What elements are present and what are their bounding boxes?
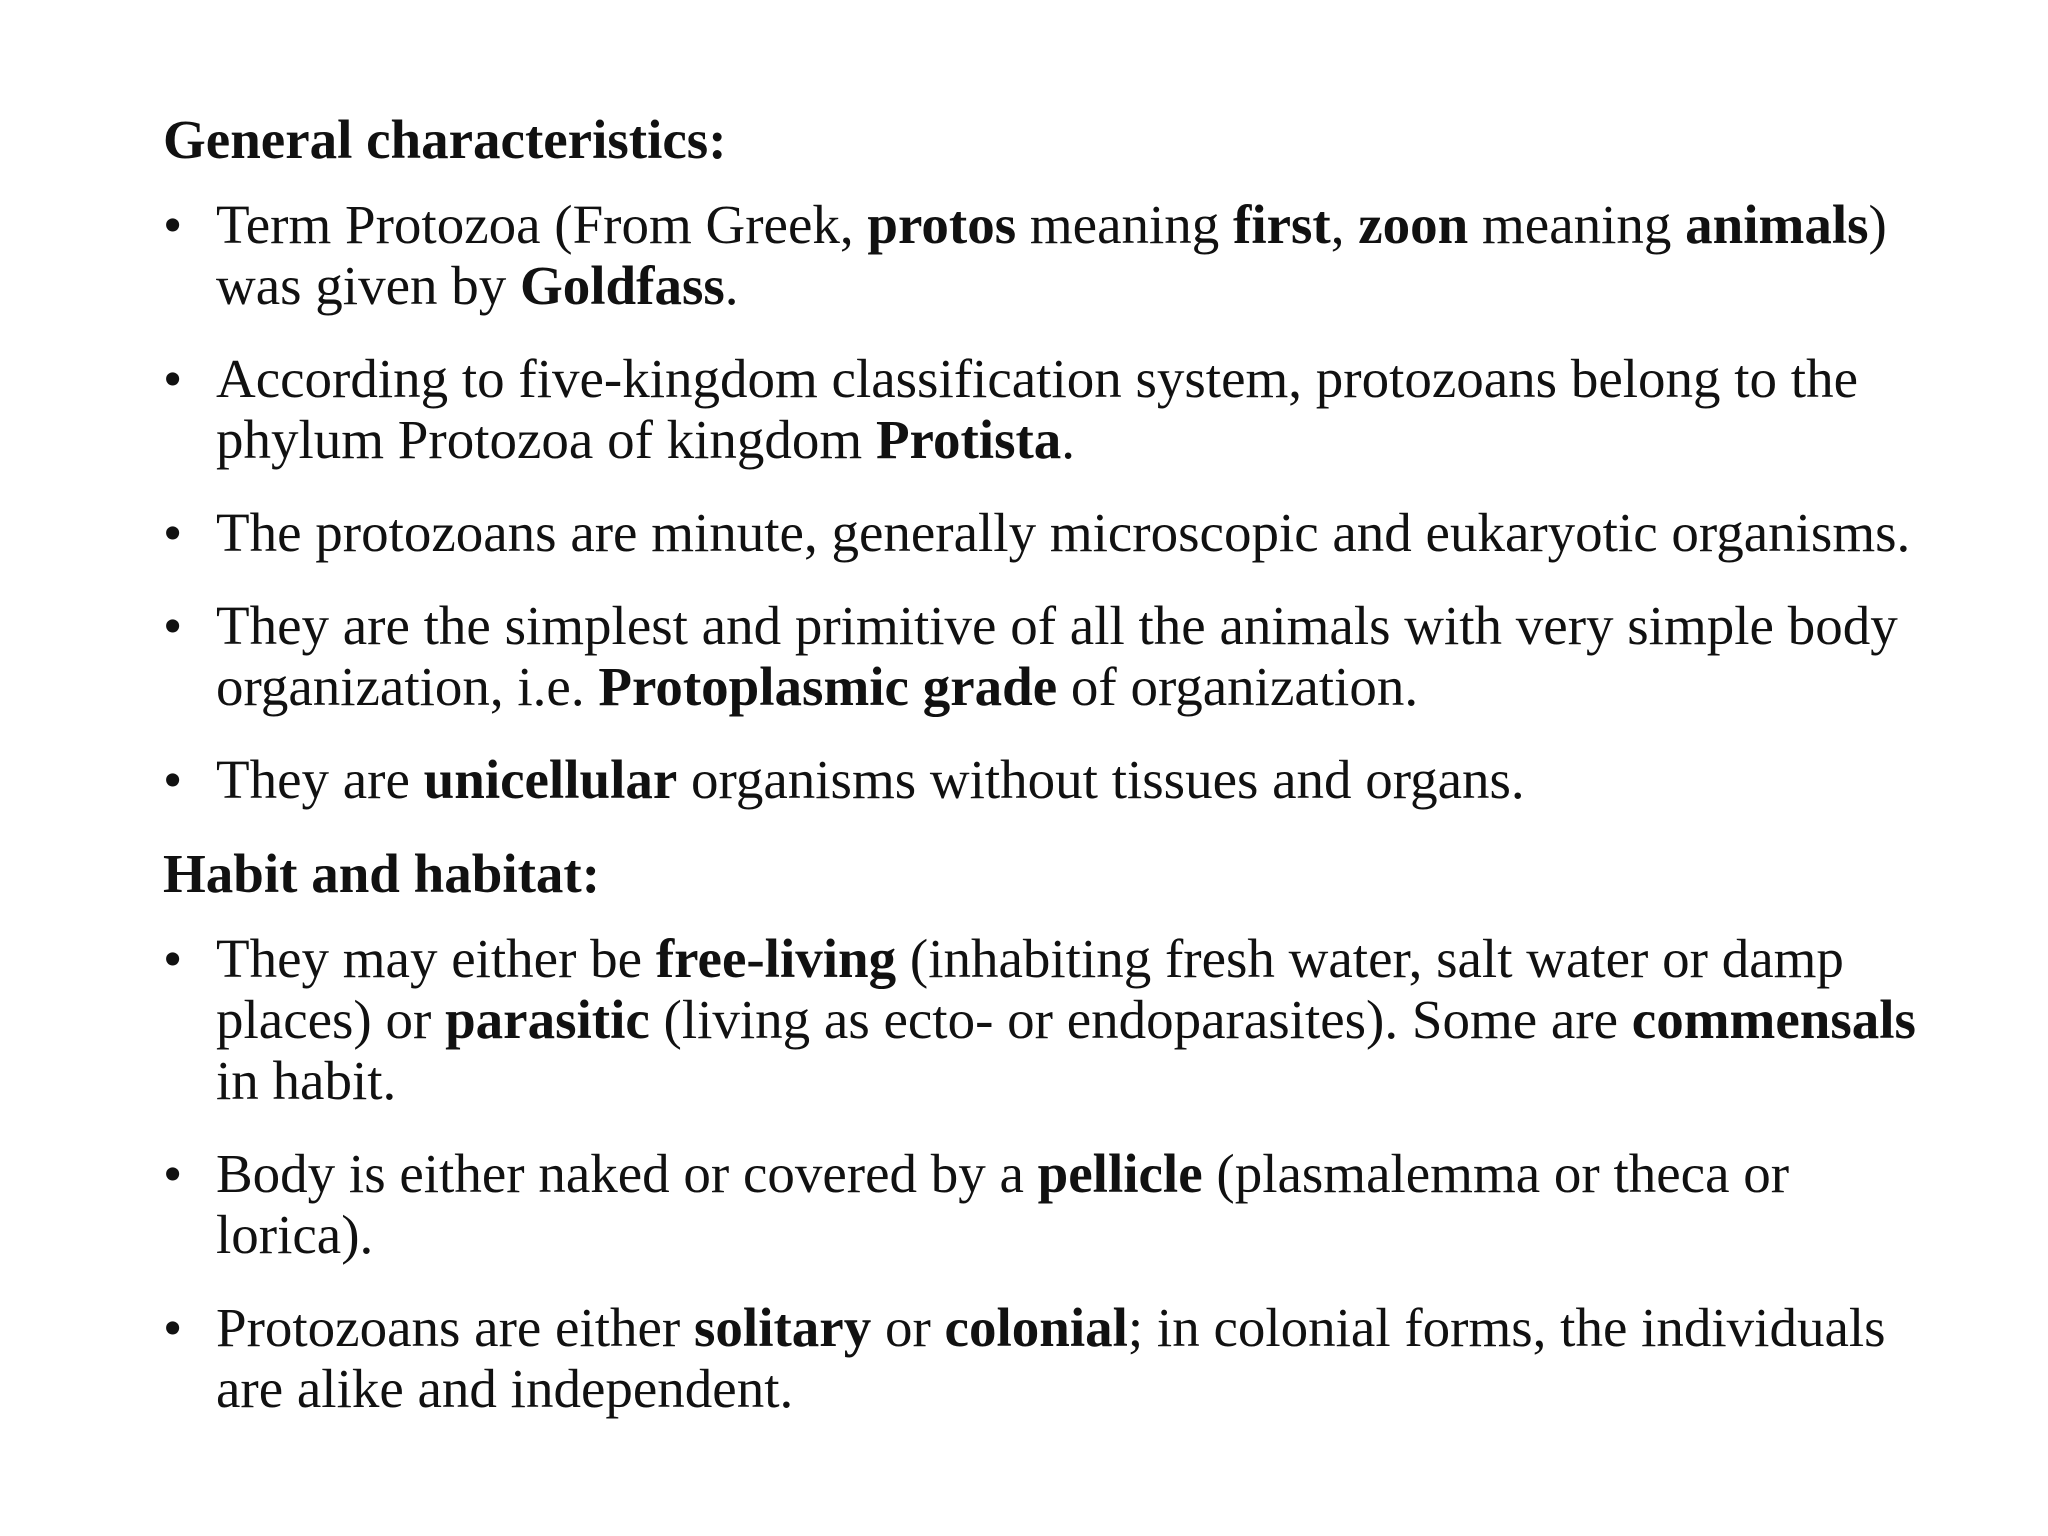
slide-content bbox=[163, 108, 1943, 1451]
bold-term: free-living bbox=[655, 928, 897, 989]
bullet-item: • Protozoans are either solitary or colonial; in colonial forms, the individuals are alike and independent. bbox=[163, 1297, 1943, 1419]
bold-term: parasitic bbox=[445, 989, 650, 1050]
bullet-list-habitat bbox=[163, 928, 1943, 1419]
bullet-item: • They are the simplest and primitive of all the animals with very simple body organization, i.e. Protoplasmic grade of organization. bbox=[163, 595, 1943, 717]
bullet-item: • According to five-kingdom classification system, protozoans belong to the phylum Protozoa of kingdom Protista. bbox=[163, 348, 1943, 470]
bullet-item: • The protozoans are minute, generally microscopic and eukaryotic organisms. bbox=[163, 502, 1943, 563]
bullet-item: • Term Protozoa (From Greek, protos meaning first, zoon meaning animals) was given by Goldfass. bbox=[163, 194, 1943, 316]
section-heading-general: General characteristics: bbox=[163, 109, 727, 170]
bullet-item: • Body is either naked or covered by a pellicle (plasmalemma or theca or lorica). bbox=[163, 1143, 1943, 1265]
bullet-list-general bbox=[163, 194, 1943, 810]
bold-term: pellicle bbox=[1037, 1143, 1203, 1204]
bold-term: Protoplasmic grade bbox=[598, 656, 1058, 717]
bold-term: Protista bbox=[875, 409, 1062, 470]
bullet-item: • They are unicellular organisms without tissues and organs. bbox=[163, 749, 1943, 810]
bold-term: Goldfass bbox=[519, 255, 725, 316]
bold-term: solitary bbox=[694, 1297, 872, 1358]
bold-term: commensals bbox=[1631, 989, 1916, 1050]
section-heading-habitat: Habit and habitat: bbox=[163, 843, 601, 904]
bold-term: protos bbox=[867, 194, 1017, 255]
bullet-item: • They may either be free-living (inhabiting fresh water, salt water or damp places) or parasitic (living as ecto- or endoparasites). Some are commensals in habit. bbox=[163, 928, 1943, 1111]
bold-term: zoon bbox=[1358, 194, 1469, 255]
bold-term: unicellular bbox=[423, 749, 678, 810]
bold-term: animals bbox=[1685, 194, 1869, 255]
bold-term: first bbox=[1233, 194, 1331, 255]
bold-term: colonial bbox=[944, 1297, 1128, 1358]
